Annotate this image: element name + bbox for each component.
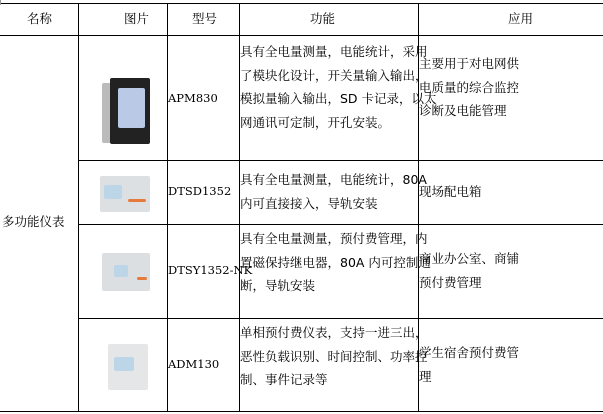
row-divider xyxy=(78,224,603,225)
application-adm130: 学生宿舍预付费管 理 xyxy=(419,345,520,384)
row-divider xyxy=(78,318,603,319)
function-dtsd1352: 具有全电量测量，电能统计，80A 内可直接接入，导轨安装 xyxy=(240,172,427,211)
header-image: 图片 xyxy=(124,11,150,26)
category-label: 多功能仪表 xyxy=(2,214,65,229)
table-border xyxy=(0,411,603,412)
application-dtsd1352: 现场配电箱 xyxy=(419,184,482,199)
function-adm130: 单相预付费仪表，支持一进三出， 恶性负载识别、时间控制、功率控 制、事件记录等 xyxy=(240,325,428,387)
application-dtsy1352-nk: 商业办公室、商铺 预付费管理 xyxy=(419,251,520,290)
header-function: 功能 xyxy=(310,11,336,26)
header-application: 应用 xyxy=(508,11,534,26)
function-apm830: 具有全电量测量，电能统计，采用 了模块化设计，开关量输入输出， 模拟量输入输出，SD 卡记录，以太 网通讯可定制，开孔安装。 xyxy=(240,44,437,130)
model-apm830: APM830 xyxy=(168,91,218,105)
model-dtsd1352: DTSD1352 xyxy=(168,184,232,198)
model-adm130: ADM130 xyxy=(168,357,220,371)
column-divider xyxy=(78,3,79,412)
application-apm830: 主要用于对电网供 电质量的综合监控 诊断及电能管理 xyxy=(419,56,520,118)
row-divider xyxy=(78,160,603,161)
column-divider xyxy=(167,3,168,412)
corner-mark xyxy=(0,0,1,5)
function-dtsy1352-nk: 具有全电量测量，预付费管理，内 置磁保持继电器，80A 内可控制通 断，导轨安装 xyxy=(240,231,431,293)
header-model: 型号 xyxy=(192,11,218,26)
model-dtsy1352-nk: DTSY1352-NK xyxy=(168,263,253,277)
header-name: 名称 xyxy=(27,11,53,26)
table-border xyxy=(0,3,603,4)
table-border xyxy=(0,35,603,36)
